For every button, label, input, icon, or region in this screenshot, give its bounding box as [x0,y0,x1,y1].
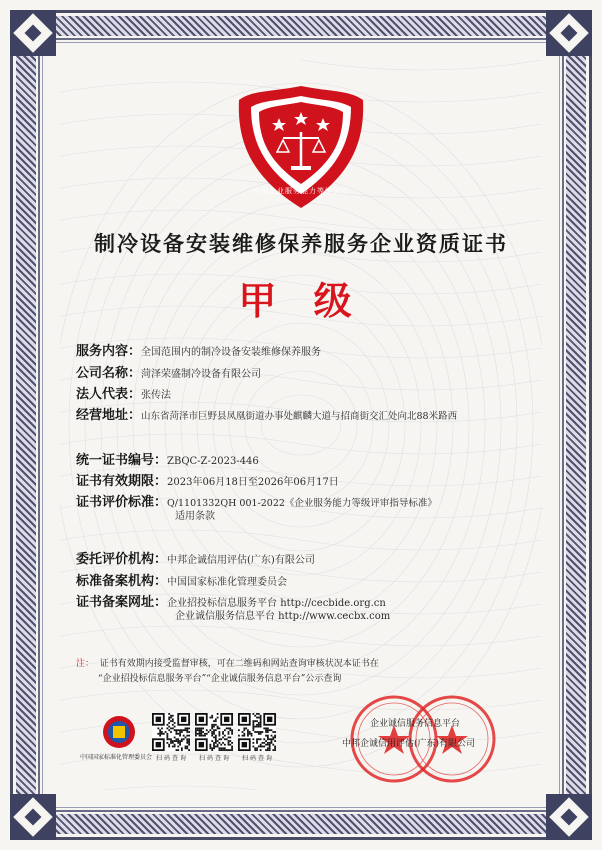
site-value: 企业招投标信息服务平台 http://cecbide.org.cn [167,598,386,609]
validity-value: 2023年06月18日至2026年06月17日 [167,477,339,488]
service-value: 全国范围内的制冷设备安装维修保养服务 [141,347,322,358]
seal-line2: 中邦企诚信用评估(广东)有限公司 [342,739,476,749]
logo-caption: 中国国家标准化管理委员会 [80,754,153,761]
footnote [76,657,379,687]
validity-label: 证书有效期限： [76,474,168,489]
standard-label: 证书评价标准： [76,495,168,510]
code-value: ZBQC-Z-2023-446 [167,456,259,467]
company-label: 公司名称： [76,366,142,381]
seal-line1: 企业诚信服务信息平台 [370,719,461,729]
legal-value: 张传法 [141,390,172,401]
validity-row [76,470,339,489]
standard-value-line2: 适用条款 [175,511,215,522]
standardization-logo-icon [92,713,146,751]
address-row [76,404,457,423]
qr-caption: 扫 码 查 询 [242,755,272,762]
qr-caption: 扫 码 查 询 [199,755,229,762]
certificate-title: 制冷设备安装维修保养服务企业资质证书 [94,232,508,256]
address-label: 经营地址： [76,408,142,423]
qr-code-icon[interactable] [238,713,276,751]
code-label: 统一证书编号： [76,453,168,468]
record-value: 中国国家标准化管理委员会 [167,577,288,588]
corner-ornament-icon [546,794,592,840]
service-label: 服务内容： [76,344,142,359]
company-row [76,362,261,381]
agency-value: 中邦企诚信用评估(广东)有限公司 [167,555,315,566]
certificate-grade: 甲 级 [238,278,364,323]
qr-code-icon[interactable] [195,713,233,751]
legal-row [76,383,171,402]
code-row [76,449,259,468]
standard-row [76,491,437,510]
company-value: 菏泽荣盛制冷设备有限公司 [141,369,262,380]
corner-ornament-icon [10,794,56,840]
site-label: 证书备案网址： [76,595,168,610]
legal-label: 法人代表： [76,387,142,402]
record-row [76,570,287,589]
address-value: 山东省菏泽市巨野县凤凰街道办事处麒麟大道与招商街交汇处向北88米路西 [141,411,458,422]
agency-label: 委托评价机构： [76,552,168,567]
footnote-line2: “企业招投标信息服务平台”“企业诚信服务信息平台”公示查询 [98,674,342,684]
corner-ornament-icon [546,10,592,56]
record-label: 标准备案机构： [76,574,168,589]
footnote-mark: 注： [76,659,95,669]
qr-caption: 扫 码 查 询 [156,755,186,762]
site-value-line2: 企业诚信服务信息平台 http://www.cecbx.com [175,611,391,622]
emblem-ring-text: 中国企业服务能力等级认证 [253,187,349,195]
standard-value: Q/1101332QH 001-2022《企业服务能力等级评审指导标准》 [167,498,437,509]
qr-code-icon[interactable] [152,713,190,751]
service-row [76,340,321,359]
footnote-line1: 证书有效期内接受监督审核，可在二维码和网站查询审核状况本证书在 [99,659,379,669]
corner-ornament-icon [10,10,56,56]
agency-row [76,548,315,567]
